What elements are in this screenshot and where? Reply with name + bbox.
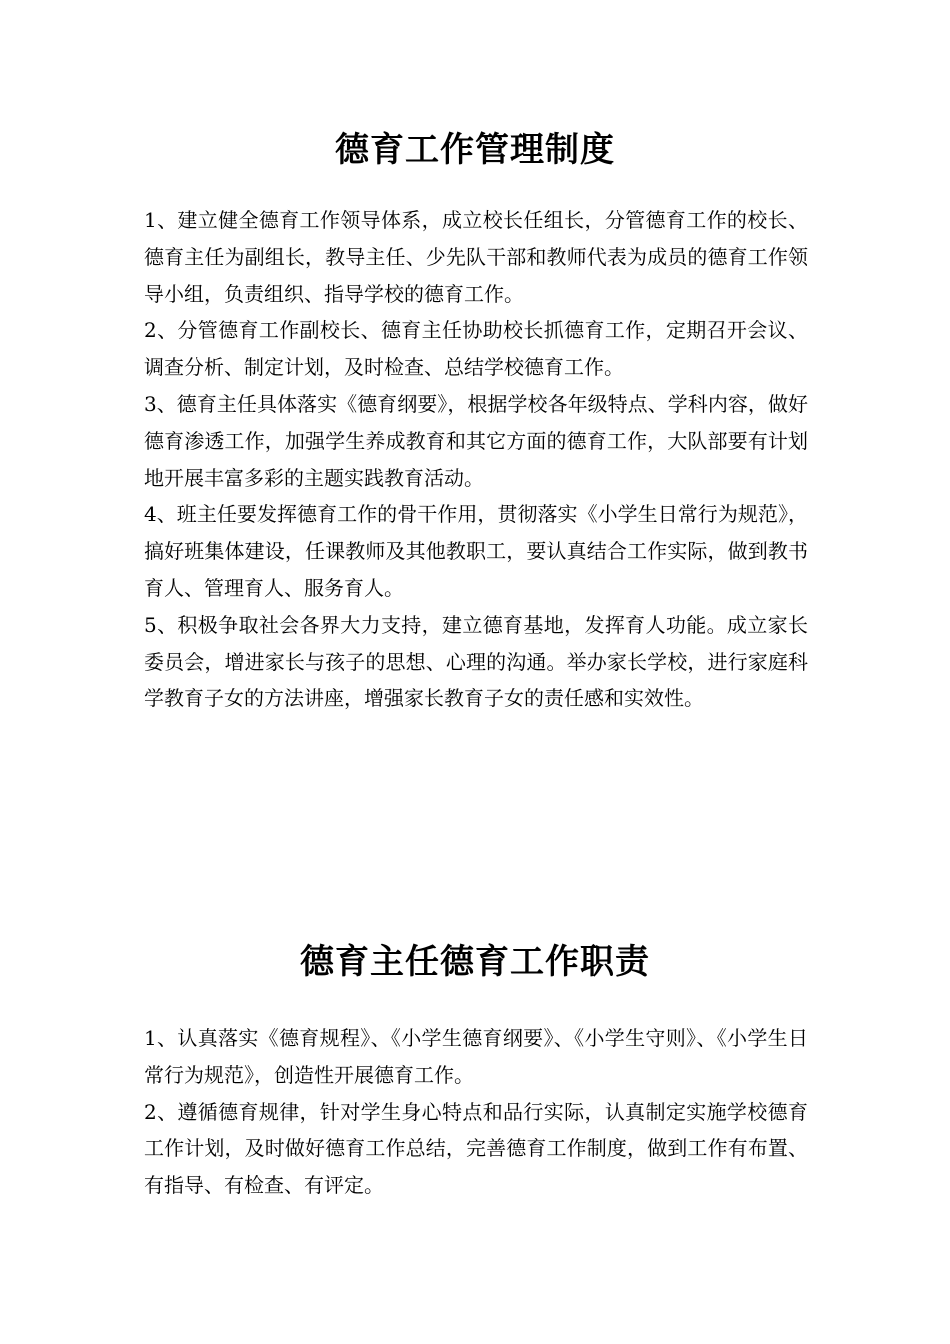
rule-item-4: 4、班主任要发挥德育工作的骨干作用，贯彻落实《小学生日常行为规范》，搞好班集体建设，任课教师及其他教职工，要认真结合工作实际，做到教书育人、管理育人、服务育人。 [144,502,808,600]
section-body-management-system [144,202,808,717]
rule-item-5: 5、积极争取社会各界大力支持，建立德育基地，发挥育人功能。成立家长委员会，增进家长与孩子的思想、心理的沟通。举办家长学校，进行家庭科学教育子女的方法讲座，增强家长教育子女的责任感和实效性。 [144,612,808,711]
rule-item-3: 3、德育主任具体落实《德育纲要》，根据学校各年级特点、学科内容，做好德育渗透工作，加强学生养成教育和其它方面的德育工作，大队部要有计划地开展丰富多彩的主题实践教育活动。 [144,391,808,490]
section-body-director-duties [144,1020,808,1204]
rule-item-2: 2、分管德育工作副校长、德育主任协助校长抓德育工作，定期召开会议、调查分析、制定计划，及时检查、总结学校德育工作。 [144,318,808,380]
section-title-director-duties: 德育主任德育工作职责 [300,942,650,982]
section-title-management-system: 德育工作管理制度 [335,130,615,170]
rule-item-1: 1、建立健全德育工作领导体系，成立校长任组长，分管德育工作的校长、德育主任为副组长，教导主任、少先队干部和教师代表为成员的德育工作领导小组，负责组织、指导学校的德育工作。 [144,208,808,306]
duty-item-1: 1、认真落实《德育规程》、《小学生德育纲要》、《小学生守则》、《小学生日常行为规范》，创造性开展德育工作。 [144,1026,808,1087]
duty-item-2: 2、遵循德育规律，针对学生身心特点和品行实际，认真制定实施学校德育工作计划，及时做好德育工作总结，完善德育工作制度，做到工作有布置、有指导、有检查、有评定。 [144,1099,808,1198]
